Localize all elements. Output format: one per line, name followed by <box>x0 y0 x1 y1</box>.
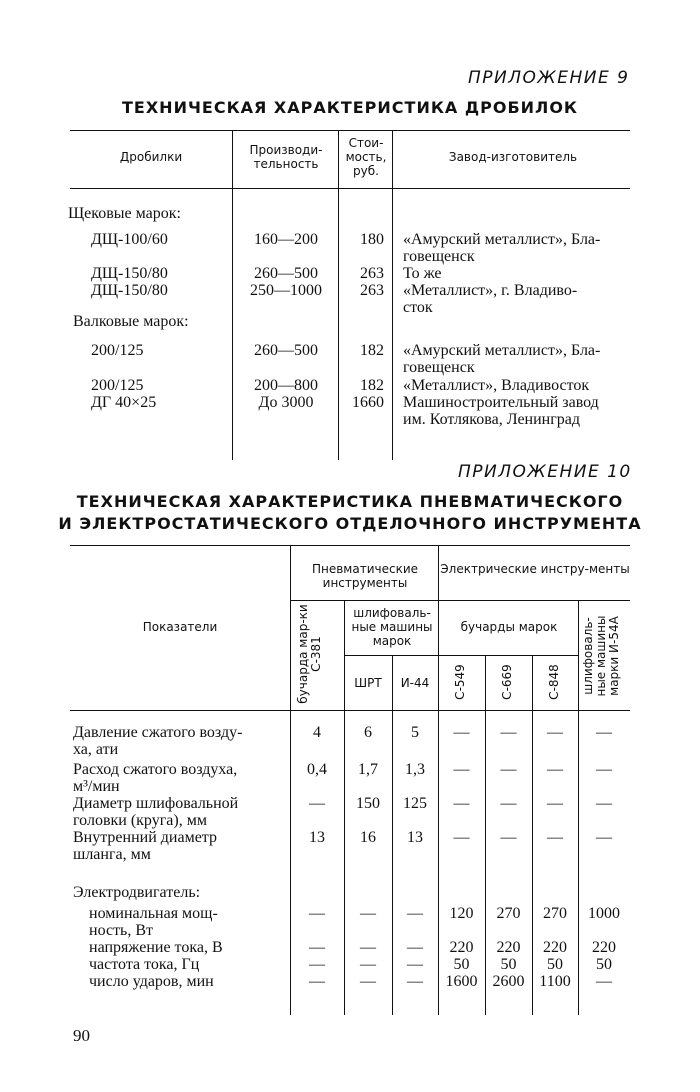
value-cell: — <box>500 829 517 846</box>
header-drill-s381: бучарда мар-ки С-381 <box>296 604 323 704</box>
crusher-name: ДЩ-150/80 <box>91 265 168 282</box>
value-cell: 13 <box>407 829 423 846</box>
header-cost: Стои-мость, руб. <box>345 136 387 178</box>
appendix-9-title: ТЕХНИЧЕСКАЯ ХАРАКТЕРИСТИКА ДРОБИЛОК <box>122 98 578 117</box>
header-s669: С-669 <box>500 664 514 700</box>
value-cell: 220 <box>449 939 474 956</box>
appendix-10-title-line1: ТЕХНИЧЕСКАЯ ХАРАКТЕРИСТИКА ПНЕВМАТИЧЕСКОГО <box>76 492 624 511</box>
value-cell: 1600 <box>445 973 478 990</box>
value-cell: — <box>596 973 612 990</box>
indicator-label: номинальная мощ- ность, Вт <box>89 905 218 939</box>
header-pneumatic: Пневматические инструменты <box>311 562 419 590</box>
value-cell: — <box>360 939 376 956</box>
value-cell: — <box>407 939 423 956</box>
value-cell: — <box>500 724 517 741</box>
value-cell: — <box>596 724 612 741</box>
indicator-label: число ударов, мин <box>89 973 214 990</box>
cost: 182 <box>360 342 384 359</box>
value-cell: 5 <box>411 724 419 741</box>
cost: 180 <box>360 231 384 248</box>
indicator-label: Давление сжатого возду- ха, ати <box>73 724 243 758</box>
header-grinder-i54a: шлифоваль-ные машины марки И-54А <box>581 615 621 697</box>
header-shrt: ШРТ <box>354 676 382 690</box>
value-cell: 1100 <box>539 973 571 990</box>
crusher-name: 200/125 <box>91 377 144 394</box>
productivity: 260—500 <box>254 265 318 282</box>
value-cell: 220 <box>543 939 567 956</box>
value-cell: — <box>407 973 423 990</box>
indicator-label: частота тока, Гц <box>89 956 200 973</box>
crusher-name: 200/125 <box>91 342 144 359</box>
value-cell: — <box>360 973 376 990</box>
value-cell: — <box>309 973 325 990</box>
page-number: 90 <box>73 1026 90 1045</box>
crusher-name: ДЩ-150/80 <box>91 282 168 299</box>
value-cell: — <box>596 795 612 812</box>
productivity: 200—800 <box>254 377 318 394</box>
indicator-label: Диаметр шлифовальной головки (круга), мм <box>73 795 239 829</box>
cost: 263 <box>360 282 384 299</box>
indicator-label: Внутренний диаметр шланга, мм <box>73 829 217 863</box>
header-i44: И-44 <box>400 676 430 690</box>
header-grinders: шлифоваль-ные машины марок <box>351 606 433 648</box>
productivity: 260—500 <box>254 342 318 359</box>
manufacturer: «Металлист», г. Владиво- сток <box>403 282 578 316</box>
value-cell: — <box>596 829 612 846</box>
value-cell: 16 <box>360 829 376 846</box>
indicator-label: напряжение тока, В <box>89 939 223 956</box>
value-cell: — <box>360 905 376 922</box>
value-cell: 1,7 <box>358 761 378 778</box>
value-cell: — <box>500 795 517 812</box>
value-cell: — <box>360 956 376 973</box>
value-cell: — <box>547 761 563 778</box>
value-cell: 1000 <box>588 905 620 922</box>
value-cell: 125 <box>403 795 427 812</box>
crusher-name: ДЩ-100/60 <box>91 231 168 248</box>
value-cell: 220 <box>496 939 521 956</box>
value-cell: 220 <box>592 939 616 956</box>
value-cell: — <box>309 795 325 812</box>
value-cell: — <box>309 939 325 956</box>
value-cell: — <box>453 724 470 741</box>
appendix-10-label: ПРИЛОЖЕНИЕ 10 <box>458 462 632 482</box>
value-cell: 120 <box>449 905 474 922</box>
value-cell: 6 <box>364 724 372 741</box>
value-cell: 270 <box>543 905 567 922</box>
header-s549: С-549 <box>453 664 467 700</box>
value-cell: 150 <box>356 795 380 812</box>
manufacturer: «Амурский металлист», Бла- говещенск <box>403 342 601 376</box>
value-cell: — <box>407 956 423 973</box>
manufacturer: «Металлист», Владивосток <box>403 377 590 394</box>
value-cell: 50 <box>453 956 470 973</box>
cost: 1660 <box>352 394 384 411</box>
manufacturer: «Амурский металлист», Бла- говещенск <box>403 231 601 265</box>
header-electric: Электрические инстру-менты <box>440 562 630 576</box>
value-cell: 13 <box>309 829 325 846</box>
value-cell: 50 <box>596 956 612 973</box>
header-s848: С-848 <box>547 664 561 700</box>
header-crushers: Дробилки <box>119 150 183 164</box>
value-cell: — <box>453 795 470 812</box>
cost: 182 <box>360 377 384 394</box>
value-cell: — <box>547 795 563 812</box>
appendix-9-label: ПРИЛОЖЕНИЕ 9 <box>468 68 630 88</box>
group-jaw-crushers: Щековые марок: <box>68 205 181 222</box>
manufacturer: То же <box>403 265 442 282</box>
value-cell: 4 <box>313 724 321 741</box>
header-productivity: Производи-тельность <box>249 143 323 171</box>
crusher-name: ДГ 40×25 <box>91 394 157 411</box>
value-cell: — <box>453 761 470 778</box>
productivity: До 3000 <box>258 394 314 411</box>
value-cell: 50 <box>500 956 517 973</box>
productivity: 250—1000 <box>250 282 322 299</box>
value-cell: 270 <box>496 905 521 922</box>
cost: 263 <box>360 265 384 282</box>
value-cell: 0,4 <box>307 761 327 778</box>
value-cell: — <box>500 761 517 778</box>
header-manufacturer: Завод-изготовитель <box>448 150 578 164</box>
productivity: 160—200 <box>254 231 318 248</box>
value-cell: — <box>547 829 563 846</box>
header-indicators: Показатели <box>142 620 218 634</box>
value-cell: — <box>596 761 612 778</box>
value-cell: 50 <box>547 956 563 973</box>
value-cell: 1,3 <box>405 761 425 778</box>
appendix-10-title-line2: И ЭЛЕКТРОСТАТИЧЕСКОГО ОТДЕЛОЧНОГО ИНСТРУМЕНТА <box>58 514 642 533</box>
value-cell: — <box>547 724 563 741</box>
value-cell: — <box>309 905 325 922</box>
indicator-label: Расход сжатого воздуха, м³/мин <box>73 761 238 795</box>
value-cell: 2600 <box>492 973 525 990</box>
manufacturer: Машиностроительный завод им. Котлякова, Ленинград <box>403 394 599 428</box>
header-drills: бучарды марок <box>460 620 558 634</box>
group-roll-crushers: Валковые марок: <box>73 313 189 330</box>
value-cell: — <box>309 956 325 973</box>
value-cell: — <box>407 905 423 922</box>
motor-label: Электродвигатель: <box>73 884 201 901</box>
value-cell: — <box>453 829 470 846</box>
